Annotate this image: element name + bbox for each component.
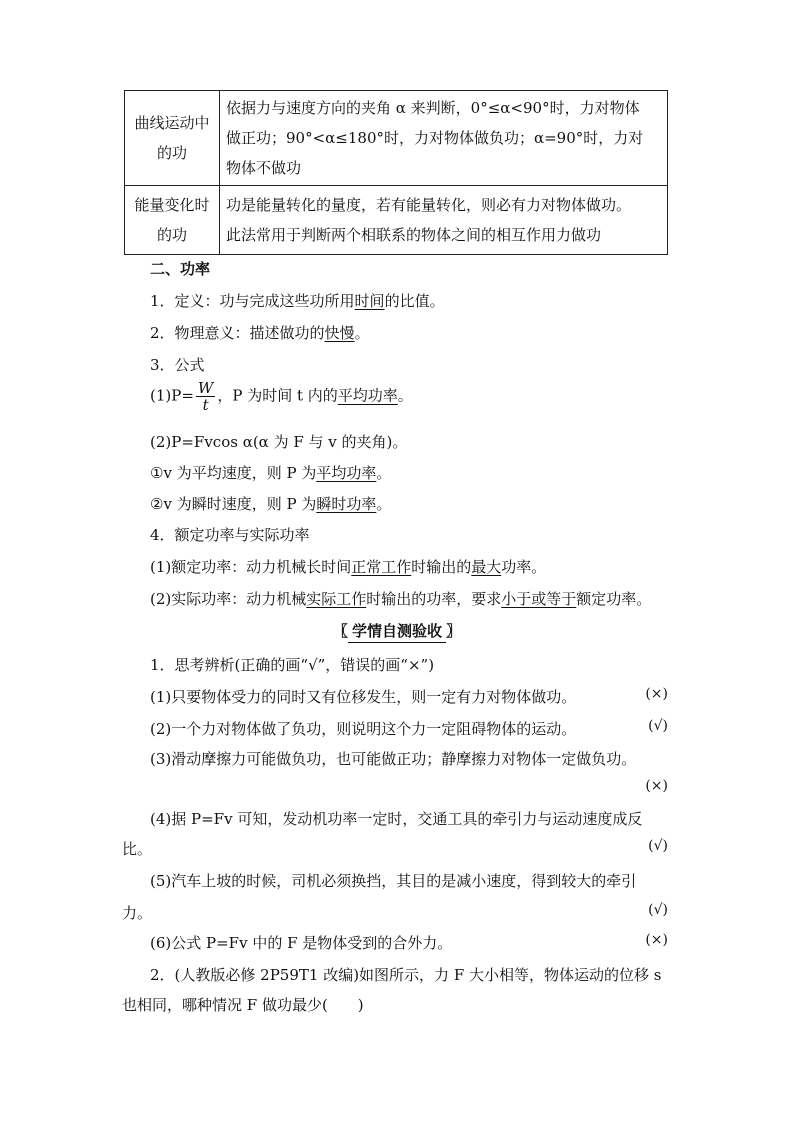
row-body-line: 物体不做功 [226, 159, 302, 177]
banner-title: 学情自测验收 [348, 622, 446, 643]
formula-heading: 3．公式 [150, 356, 205, 374]
quiz-text: (1)只要物体受力的同时又有位移发生，则一定有力对物体做功。 [150, 688, 577, 706]
quiz-title: 1．思考辨析(正确的画“√”，错误的画“×”) [150, 656, 435, 674]
quiz-item [150, 932, 670, 953]
answer-blank: 平均功率 [316, 464, 377, 482]
text: 。 [376, 495, 392, 513]
row-head [125, 186, 220, 255]
question-2-line: 也相同，哪种情况 F 做功最少( ) [122, 996, 364, 1014]
answer-blank: 最大 [471, 558, 502, 576]
quiz-mark: (×) [645, 932, 668, 948]
answer-blank: 正常工作 [351, 558, 412, 576]
quiz-item [150, 870, 670, 891]
definition-line [150, 290, 445, 311]
numerator: W [197, 379, 214, 397]
text: 时输出的功率，要求 [366, 590, 502, 608]
quiz-text: (4)据 P=Fv 可知，发动机功率一定时，交通工具的牵引力与运动速度成反 [150, 810, 643, 828]
answer-blank: 时间 [354, 292, 385, 310]
formula-2b-line [150, 493, 391, 514]
quiz-mark: (√) [648, 902, 668, 918]
row-head [125, 91, 220, 186]
quiz-item [150, 686, 670, 707]
meaning-line [150, 322, 370, 343]
row-head-line: 的功 [156, 226, 187, 244]
text: 时输出的 [411, 558, 472, 576]
section-heading-power: 二、功率 [150, 260, 211, 278]
text: 额定功率。 [576, 590, 652, 608]
formula-2a-line [150, 462, 391, 483]
text: ②v 为瞬时速度，则 P 为 [150, 495, 317, 513]
quiz-continuation: 力。 [122, 904, 153, 922]
table-row [125, 91, 668, 186]
quiz-text: (6)公式 P=Fv 中的 F 是物体受到的合外力。 [150, 934, 453, 952]
formula-2-line: (2)P=Fvcos α(α 为 F 与 v 的夹角)。 [150, 433, 408, 451]
row-body [220, 91, 668, 186]
row-body [220, 186, 668, 255]
rated-heading: 4．额定功率与实际功率 [150, 526, 310, 544]
quiz-text: (3)滑动摩擦力可能做负功，也可能做正功；静摩擦力对物体一定做负功。 [150, 750, 637, 768]
text: (1)P= [150, 386, 194, 405]
rated-power-line [150, 556, 546, 577]
quiz-text: (5)汽车上坡的时候，司机必须换挡，其目的是减小速度，得到较大的牵引 [150, 872, 637, 890]
text: 1．定义：功与完成这些功所用 [150, 292, 355, 310]
bracket-right-icon: 〗 [446, 622, 462, 640]
text: 。 [376, 464, 392, 482]
text: (2)实际功率：动力机械 [150, 590, 307, 608]
quiz-continuation: 比。 [122, 840, 153, 858]
answer-blank: 平均功率 [337, 386, 398, 405]
answer-blank: 快慢 [324, 324, 355, 342]
text: ，P 为时间 t 内的 [217, 386, 338, 405]
row-head-line: 的功 [156, 144, 187, 162]
row-body-line: 依据力与速度方向的夹角 α 来判断，0°≤α<90°时，力对物体 [226, 99, 640, 117]
formula-1-line [150, 380, 413, 413]
text: (1)额定功率：动力机械长时间 [150, 558, 352, 576]
text: 的比值。 [384, 292, 445, 310]
denominator: t [202, 396, 209, 414]
quiz-mark: (×) [645, 686, 668, 702]
row-body-line: 此法常用于判断两个相联系的物体之间的相互作用力做功 [226, 226, 602, 244]
answer-blank: 小于或等于 [501, 590, 577, 608]
text: ①v 为平均速度，则 P 为 [150, 464, 317, 482]
quiz-item [150, 808, 670, 829]
text: 功率。 [501, 558, 547, 576]
row-body-line: 做正功；90°<α≤180°时，力对物体做负功；α=90°时，力对 [226, 129, 644, 147]
quiz-mark: (√) [648, 838, 668, 854]
row-head-line: 曲线运动中 [134, 114, 210, 132]
fraction [196, 380, 215, 413]
bracket-left-icon: 〖 [332, 622, 348, 640]
answer-blank: 实际工作 [306, 590, 367, 608]
question-2-line: 2．(人教版必修 2P59T1 改编)如图所示，力 F 大小相等，物体运动的位移 s [150, 966, 662, 984]
quiz-item [150, 718, 670, 739]
text: 2．物理意义：描述做功的 [150, 324, 325, 342]
text: 。 [397, 386, 413, 405]
table-row [125, 186, 668, 255]
row-head-line: 能量变化时 [134, 196, 210, 214]
row-body-line: 功是能量转化的量度，若有能量转化，则必有力对物体做功。 [226, 196, 632, 214]
answer-blank: 瞬时功率 [316, 495, 377, 513]
quiz-mark: (√) [648, 718, 668, 734]
method-table [124, 90, 668, 255]
quiz-item [150, 748, 670, 769]
text: 。 [354, 324, 370, 342]
section-banner [0, 620, 794, 641]
quiz-mark: (×) [645, 778, 668, 794]
actual-power-line [150, 588, 651, 609]
quiz-text: (2)一个力对物体做了负功，则说明这个力一定阻碍物体的运动。 [150, 720, 577, 738]
